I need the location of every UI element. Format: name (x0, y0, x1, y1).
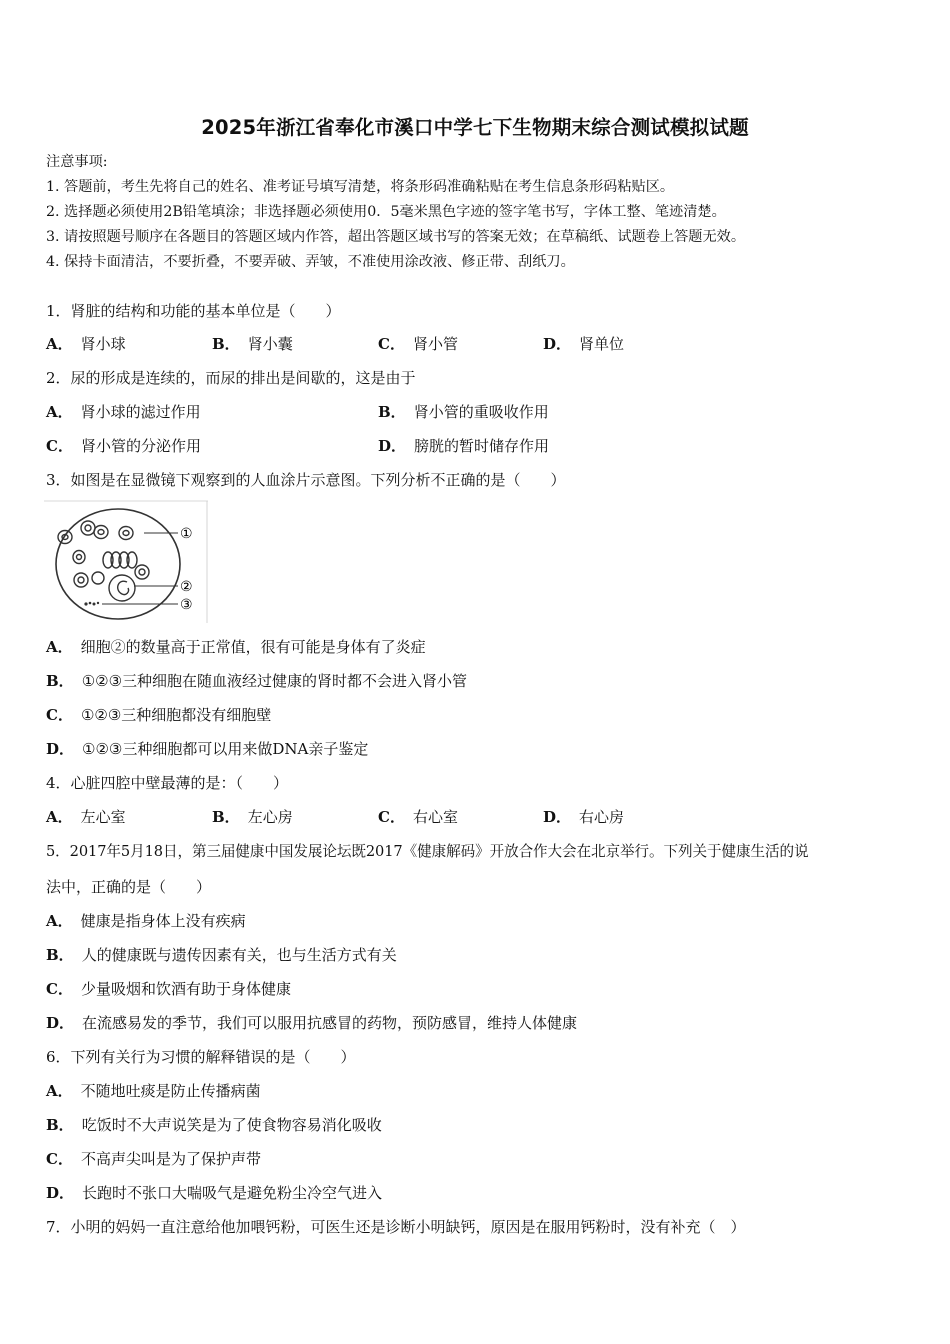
option-text: 健康是指身体上没有疾病 (80, 912, 246, 930)
question-6-stem: 6．下列有关行为习惯的解释错误的是（ ） (46, 1048, 356, 1066)
option-text: 右心室 (412, 808, 458, 826)
option-text: ①②③三种细胞都可以用来做DNA亲子鉴定 (82, 740, 369, 758)
option-label: A． (46, 403, 73, 421)
option-label: B． (46, 1116, 74, 1134)
notice-item: 2. 选择题必须使用2B铅笔填涂；非选择题必须使用0．5毫米黑色字迹的签字笔书写，字体工整、笔迹清楚。 (46, 204, 726, 220)
q3-option-c (46, 705, 271, 725)
q6-option-b (46, 1115, 382, 1135)
q3-option-b (46, 671, 467, 691)
q6-option-c (46, 1149, 261, 1169)
q5-option-b (46, 945, 397, 965)
option-label: B． (212, 335, 240, 353)
option-text: 不高声尖叫是为了保护声带 (80, 1150, 261, 1168)
question-5-stem-line2: 法中，正确的是（ ） (46, 878, 212, 896)
option-label: C． (378, 808, 405, 826)
option-text: 肾单位 (579, 335, 625, 353)
q1-option-d (543, 334, 624, 354)
notice-item: 1. 答题前，考生先将自己的姓名、准考证号填写清楚，将条形码准确粘贴在考生信息条形码粘贴区。 (46, 179, 675, 195)
platelets (84, 602, 99, 606)
option-text: 右心房 (579, 808, 625, 826)
q6-option-a (46, 1081, 261, 1101)
q2-option-d (378, 436, 549, 456)
page-title: 2025年浙江省奉化市溪口中学七下生物期末综合测试模拟试题 (201, 116, 749, 139)
option-label: B． (46, 672, 74, 690)
option-text: 长跑时不张口大喘吸气是避免粉尘冷空气进入 (82, 1184, 383, 1202)
option-text: 人的健康既与遗传因素有关，也与生活方式有关 (81, 946, 397, 964)
q1-option-a (46, 334, 126, 354)
field-of-view-circle (56, 509, 180, 619)
option-text: 膀胱的暂时储存作用 (414, 437, 550, 455)
option-label: D． (46, 740, 75, 758)
option-text: 在流感易发的季节，我们可以服用抗感冒的药物，预防感冒，维持人体健康 (82, 1014, 578, 1032)
red-blood-cell (73, 551, 85, 564)
option-label: C． (46, 437, 73, 455)
option-text: ①②③三种细胞在随血液经过健康的肾时都不会进入肾小管 (81, 672, 468, 690)
option-text: 肾小管的分泌作用 (80, 437, 201, 455)
option-label: D． (543, 335, 572, 353)
option-text: 肾小管的重吸收作用 (413, 403, 549, 421)
q5-option-c (46, 979, 291, 999)
red-blood-cell (135, 565, 149, 579)
question-5-stem-line1: 5．2017年5月18日，第三届健康中国发展论坛既2017《健康解码》开放合作大会在北京举行。下列关于健康生活的说 (46, 843, 809, 860)
option-label: C． (46, 980, 73, 998)
question-1-stem: 1．肾脏的结构和功能的基本单位是（ ） (46, 302, 341, 320)
option-label: D． (46, 1014, 75, 1032)
question-7-stem: 7．小明的妈妈一直注意给他加喂钙粉，可医生还是诊断小明缺钙，原因是在服用钙粉时，没有补充（ ） (46, 1218, 746, 1236)
option-label: A． (46, 912, 73, 930)
red-blood-cell (92, 572, 104, 584)
blood-smear-diagram (44, 500, 208, 624)
figure-label-3: ③ (180, 597, 193, 613)
notice-item: 3. 请按照题号顺序在各题目的答题区域内作答，超出答题区域书写的答案无效；在草稿纸、试题卷上答题无效。 (46, 229, 746, 245)
question-2-stem: 2．尿的形成是连续的，而尿的排出是间歇的，这是由于 (46, 369, 416, 387)
q1-option-c (378, 334, 458, 354)
option-text: ①②③三种细胞都没有细胞壁 (80, 706, 272, 724)
q3-option-a (46, 637, 426, 657)
option-label: B． (378, 403, 406, 421)
white-blood-cell (109, 575, 135, 601)
option-text: 吃饭时不大声说笑是为了使食物容易消化吸收 (81, 1116, 382, 1134)
option-label: B． (46, 946, 74, 964)
question-4-stem: 4．心脏四腔中壁最薄的是：（ ） (46, 774, 289, 792)
q4-option-a (46, 807, 126, 827)
option-label: A． (46, 808, 73, 826)
q4-option-d (543, 807, 624, 827)
question-3-stem: 3．如图是在显微镜下观察到的人血涂片示意图。下列分析不正确的是（ ） (46, 471, 566, 489)
option-text: 左心房 (247, 808, 293, 826)
option-label: A． (46, 638, 73, 656)
option-label: C． (46, 1150, 73, 1168)
red-blood-cell (74, 573, 88, 587)
option-text: 左心室 (80, 808, 126, 826)
notice-heading: 注意事项: (46, 154, 108, 170)
option-text: 肾小管 (412, 335, 458, 353)
option-text: 肾小球的滤过作用 (80, 403, 201, 421)
figure-label-2: ② (180, 579, 193, 595)
q2-option-c (46, 436, 201, 456)
option-label: A． (46, 1082, 73, 1100)
option-label: D． (378, 437, 407, 455)
option-text: 细胞②的数量高于正常值，很有可能是身体有了炎症 (80, 638, 426, 656)
option-label: B． (212, 808, 240, 826)
red-blood-cell-group (58, 521, 149, 587)
option-label: A． (46, 335, 73, 353)
option-text: 少量吸烟和饮酒有助于身体健康 (80, 980, 291, 998)
red-blood-cell (94, 526, 108, 539)
option-text: 不随地吐痰是防止传播病菌 (80, 1082, 261, 1100)
figure-label-1: ① (180, 526, 193, 542)
red-blood-cell (119, 527, 133, 540)
q2-option-b (378, 402, 549, 422)
q5-option-d (46, 1013, 577, 1033)
q5-option-a (46, 911, 246, 931)
option-label: D． (46, 1184, 75, 1202)
option-label: D． (543, 808, 572, 826)
red-blood-cell (81, 521, 95, 535)
q3-option-d (46, 739, 368, 759)
option-text: 肾小球 (80, 335, 126, 353)
q6-option-d (46, 1183, 382, 1203)
red-blood-cell (58, 531, 72, 544)
option-text: 肾小囊 (247, 335, 293, 353)
q1-option-b (212, 334, 293, 354)
option-label: C． (46, 706, 73, 724)
q2-option-a (46, 402, 201, 422)
q4-option-b (212, 807, 293, 827)
q4-option-c (378, 807, 458, 827)
notice-item: 4. 保持卡面清洁，不要折叠，不要弄破、弄皱，不准使用涂改液、修正带、刮纸刀。 (46, 254, 575, 270)
option-label: C． (378, 335, 405, 353)
